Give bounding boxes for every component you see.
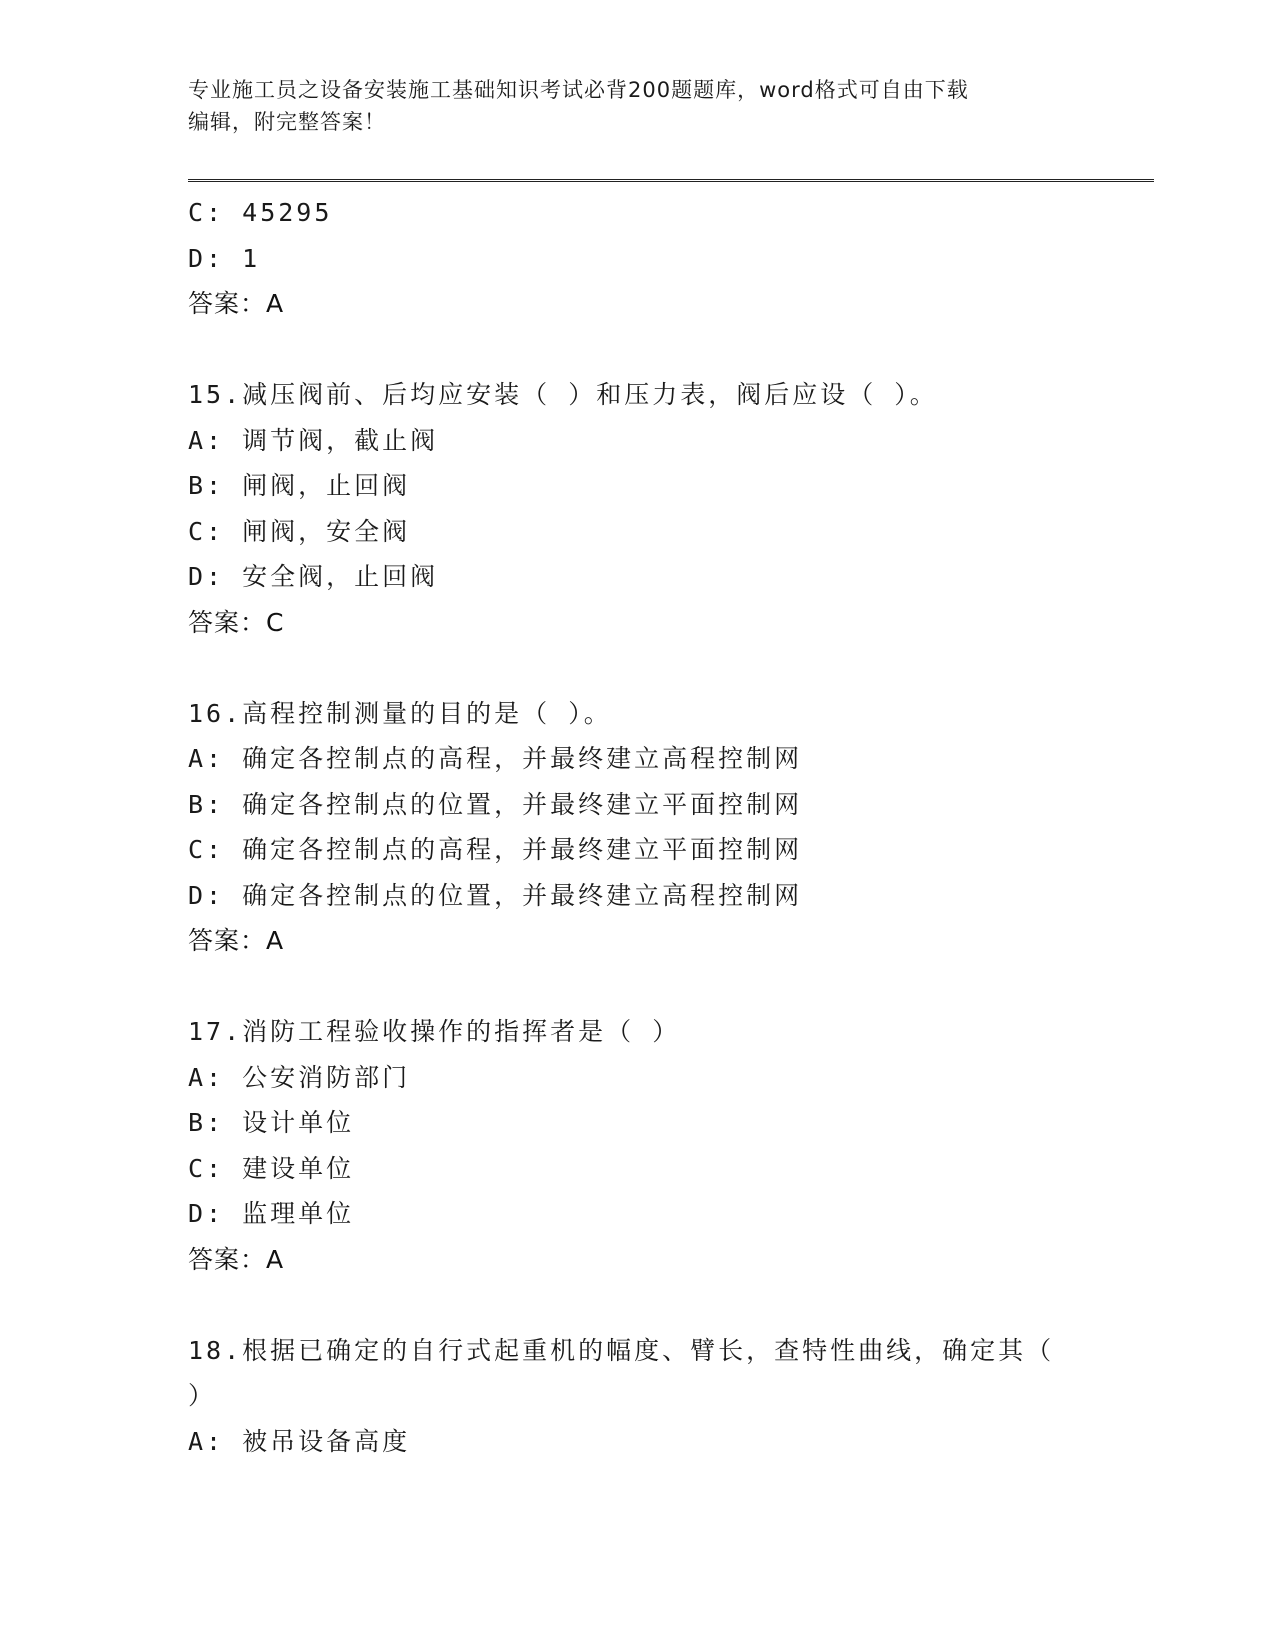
question-18 — [188, 1328, 1148, 1465]
option-d: D: 1 — [188, 243, 261, 273]
question-16 — [188, 691, 1148, 964]
option-c: C: 45295 — [188, 198, 333, 227]
question-stem-line-1: 18.根据已确定的自行式起重机的幅度、臂长，查特性曲线，确定其（ — [188, 1335, 1055, 1365]
header-title-line-2: 编辑，附完整答案！ — [188, 110, 386, 134]
option-a: A: 公安消防部门 — [188, 1062, 411, 1092]
option-a: A: 被吊设备高度 — [188, 1426, 411, 1456]
spacer — [188, 1282, 1148, 1328]
option-d: D: 确定各控制点的位置，并最终建立高程控制网 — [188, 880, 803, 910]
spacer — [188, 964, 1148, 1010]
question-stem: 17.消防工程验收操作的指挥者是（ ） — [188, 1017, 681, 1046]
option-a: A: 确定各控制点的高程，并最终建立高程控制网 — [188, 744, 803, 773]
question-15 — [188, 372, 1148, 645]
option-b: B: 确定各控制点的位置，并最终建立平面控制网 — [188, 789, 803, 819]
option-b: B: 设计单位 — [188, 1108, 355, 1137]
option-d: D: 监理单位 — [188, 1199, 355, 1228]
question-stem: 16.高程控制测量的目的是（ ）。 — [188, 698, 612, 728]
option-c: C: 建设单位 — [188, 1153, 355, 1183]
answer: 答案：A — [188, 926, 285, 955]
spacer — [188, 327, 1148, 373]
option-d: D: 安全阀，止回阀 — [188, 562, 439, 591]
header-title-line-1: 专业施工员之设备安装施工基础知识考试必背200题题库，word格式可自由下载 — [188, 78, 969, 102]
answer: 答案：C — [188, 607, 285, 637]
document-body — [188, 190, 1148, 1464]
question-stem: 15.减压阀前、后均应安装（ ）和压力表，阀后应设（ ）。 — [188, 380, 938, 409]
question-17 — [188, 1009, 1148, 1282]
option-a: A: 调节阀，截止阀 — [188, 425, 439, 455]
answer: 答案：A — [188, 1244, 285, 1274]
option-b: B: 闸阀，止回阀 — [188, 471, 411, 500]
page-header — [188, 74, 1088, 138]
header-divider — [188, 179, 1154, 182]
option-c: C: 确定各控制点的高程，并最终建立平面控制网 — [188, 835, 803, 864]
answer: 答案：A — [188, 289, 285, 318]
question-stem-line-2: ） — [188, 1381, 217, 1410]
spacer — [188, 645, 1148, 691]
option-c: C: 闸阀，安全阀 — [188, 516, 411, 546]
